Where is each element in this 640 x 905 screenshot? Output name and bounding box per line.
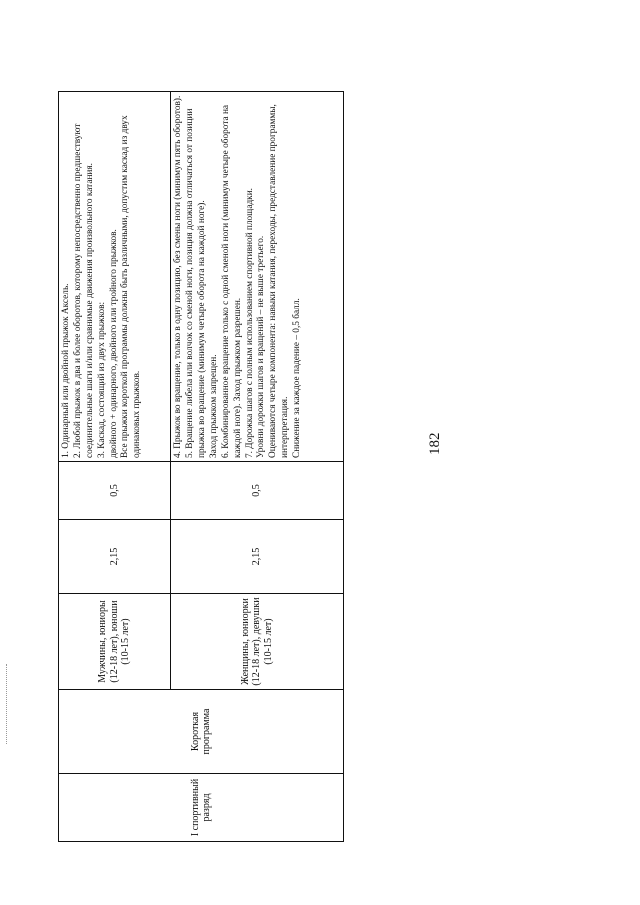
- value-cell: 2,15: [59, 520, 171, 594]
- requirement-line: 3. Каскад, состоящий из двух прыжков:: [96, 301, 107, 458]
- requirement-line: 4. Прыжок во вращение, только в одну позицию, без смены ноги (минимум пять оборотов).: [173, 95, 184, 458]
- group-cell: Мужчины, юниоры (12-18 лет), юноши (10-15 лет): [59, 594, 171, 690]
- group-cell: Женщины, юниорки (12-18 лет), девушки (10-15 лет): [171, 594, 344, 690]
- requirements-table: [58, 91, 344, 842]
- requirement-line: Все прыжки короткой программы должны быть различными, допустим каскад из двух одинаковых прыжков.: [120, 115, 143, 458]
- requirement-line: 1. Одинарный или двойной прыжок Аксель.: [61, 283, 71, 458]
- requirement-line: 7. Дорожка шагов с полным использованием спортивной площадки.: [244, 188, 255, 458]
- scan-edge-marks: [6, 664, 9, 744]
- value-cell: 0,5: [171, 462, 344, 520]
- requirements-cell: [171, 92, 344, 462]
- requirement-line: Заход прыжком запрещен.: [208, 354, 219, 458]
- requirement-line: Снижение за каждое падение – 0,5 балл.: [292, 298, 303, 458]
- requirement-line: 6. Комбинированное вращение только с одной сменой ноги (минимум четыре оборота на каждой ноге). Заход прыжком разрешен.: [220, 104, 243, 458]
- value-cell: 2,15: [171, 520, 344, 594]
- program-cell: Короткая программа: [59, 690, 344, 774]
- requirement-line: 5. Вращение либела или волчок со сменой ноги, позиция должна отличаться от позиции прыжка во вращение (минимум четыре оборота на каждой ноге).: [185, 108, 208, 458]
- rotated-table-wrapper: [58, 92, 344, 842]
- requirements-cell: [59, 92, 171, 462]
- requirement-line: 2. Любой прыжок в два и более оборотов, которому непосредственно предшествуют соединительные шаги и/или сравнимые движения произвольного катания.: [72, 123, 95, 458]
- rank-cell: I спортивный разряд: [59, 774, 344, 842]
- requirement-line: Уровни дорожки шагов и вращений – не выше третьего.: [256, 235, 267, 458]
- value-cell: 0,5: [59, 462, 171, 520]
- table-row: [59, 92, 171, 842]
- requirement-line: двойного + одинарного, двойного или тройного прыжков.: [108, 229, 119, 458]
- page-number: 182: [427, 432, 443, 455]
- requirement-line: Оцениваются четыре компонента: навыки катания, переходы, представление программы, интерпретация.: [268, 104, 291, 458]
